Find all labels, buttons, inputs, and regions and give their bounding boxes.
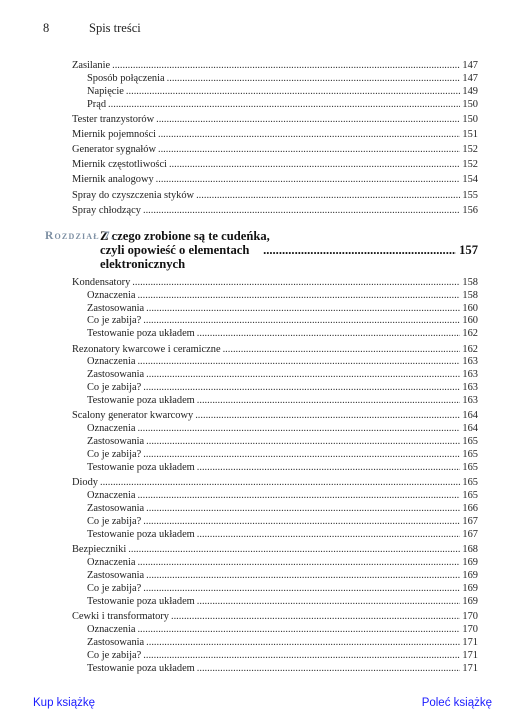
chapter-title-line2-row xyxy=(72,243,478,271)
running-title: Spis treści xyxy=(89,21,141,35)
toc-entry-label: Diody xyxy=(72,477,98,489)
toc-entry-label: Co je zabija? xyxy=(87,382,142,394)
toc-entry-page: 149 xyxy=(462,85,478,97)
chapter-leader-dots xyxy=(263,243,456,257)
toc-entry-page: 163 xyxy=(462,382,478,394)
toc-entry-page: 152 xyxy=(462,159,478,171)
leader-dots xyxy=(137,423,460,436)
toc-entry-label: Generator sygnałów xyxy=(72,144,156,156)
toc-entry-page: 165 xyxy=(462,436,478,448)
toc-entry[interactable] xyxy=(72,129,478,142)
toc-entry-page: 155 xyxy=(462,189,478,201)
leader-dots xyxy=(137,624,460,637)
toc-entry-page: 169 xyxy=(462,595,478,607)
toc-entry-page: 168 xyxy=(462,544,478,556)
chapter-label: Rozdział 7. xyxy=(45,229,115,242)
toc-entry-label: Bezpieczniki xyxy=(72,544,127,556)
toc-entry-page: 152 xyxy=(462,144,478,156)
leader-dots xyxy=(126,86,460,99)
toc-entry-page: 165 xyxy=(462,449,478,461)
leader-dots xyxy=(143,382,460,395)
toc-entry-page: 170 xyxy=(462,623,478,635)
toc-entry-label: Co je zabija? xyxy=(87,449,142,461)
toc-entry[interactable] xyxy=(72,611,478,624)
toc-entry-label: Co je zabija? xyxy=(87,582,142,594)
leader-dots xyxy=(146,303,460,316)
toc-entry-page: 163 xyxy=(462,369,478,381)
toc-entry-label: Oznaczenia xyxy=(87,289,136,301)
toc-entry[interactable] xyxy=(72,344,478,357)
toc-entry[interactable] xyxy=(72,477,478,490)
toc-subentry[interactable] xyxy=(72,663,478,676)
toc-subentry[interactable] xyxy=(72,369,478,382)
leader-dots xyxy=(146,503,460,516)
leader-dots xyxy=(137,290,460,303)
leader-dots xyxy=(137,490,460,503)
toc-subentry[interactable] xyxy=(72,462,478,475)
leader-dots xyxy=(143,205,460,218)
toc-subentry[interactable] xyxy=(72,516,478,529)
toc-subentry[interactable] xyxy=(72,557,478,570)
toc-entry-page: 160 xyxy=(462,315,478,327)
toc-entry-page: 162 xyxy=(462,343,478,355)
toc-subentry[interactable] xyxy=(72,503,478,516)
toc-entry-label: Testowanie poza układem xyxy=(87,595,195,607)
toc-entry-label: Oznaczenia xyxy=(87,423,136,435)
toc-entry-page: 151 xyxy=(462,129,478,141)
toc-entry-label: Cewki i transformatory xyxy=(72,611,169,622)
toc-entry-label: Spray chłodzący xyxy=(72,204,141,216)
toc-entry[interactable] xyxy=(72,174,478,187)
chapter-heading[interactable] xyxy=(45,228,478,271)
toc-entry-page: 147 xyxy=(462,72,478,84)
toc-entry-label: Rezonatory kwarcowe i ceramiczne xyxy=(72,343,221,355)
toc-entry-page: 154 xyxy=(462,174,478,186)
toc-subentry[interactable] xyxy=(72,436,478,449)
toc-entry-label: Oznaczenia xyxy=(87,356,136,368)
toc-subentry[interactable] xyxy=(72,529,478,542)
leader-dots xyxy=(132,277,460,290)
toc-entry-page: 167 xyxy=(462,516,478,528)
toc-entry-page: 171 xyxy=(462,662,478,674)
toc-entry-page: 160 xyxy=(462,302,478,314)
toc-entry-label: Kondensatory xyxy=(72,276,131,288)
table-of-contents xyxy=(45,60,478,676)
toc-entry[interactable] xyxy=(72,144,478,157)
leader-dots xyxy=(169,159,460,172)
toc-entry-label: Tester tranzystorów xyxy=(72,113,155,125)
page-footer xyxy=(33,697,492,709)
toc-entry-label: Scalony generator kwarcowy xyxy=(72,410,194,422)
toc-entry-page: 164 xyxy=(462,410,478,422)
toc-entry-label: Testowanie poza układem xyxy=(87,328,195,340)
toc-entry-label: Testowanie poza układem xyxy=(87,395,195,407)
toc-subentry[interactable] xyxy=(72,303,478,316)
toc-entry-page: 158 xyxy=(462,289,478,301)
toc-entry-page: 163 xyxy=(462,356,478,368)
toc-entry-label: Zastosowania xyxy=(87,636,145,648)
toc-entry-page: 166 xyxy=(462,503,478,515)
toc-entry-label: Zastosowania xyxy=(87,302,145,314)
toc-entry-label: Zastosowania xyxy=(87,369,145,381)
toc-entry-label: Zastosowania xyxy=(87,503,145,515)
toc-entry-label: Zasilanie xyxy=(72,60,111,71)
leader-dots xyxy=(146,570,460,583)
toc-entry-label: Sposób połączenia xyxy=(87,72,165,84)
toc-subentry[interactable] xyxy=(72,73,478,86)
toc-subentry[interactable] xyxy=(72,395,478,408)
toc-entry-page: 171 xyxy=(462,649,478,661)
toc-subentry[interactable] xyxy=(72,290,478,303)
toc-entry-label: Spray do czyszczenia styków xyxy=(72,189,195,201)
toc-subentry[interactable] xyxy=(72,356,478,369)
toc-subentry[interactable] xyxy=(72,423,478,436)
toc-subentry[interactable] xyxy=(72,583,478,596)
toc-entry-label: Prąd xyxy=(87,98,107,110)
toc-entry[interactable] xyxy=(72,60,478,73)
leader-dots xyxy=(100,477,460,490)
leader-dots xyxy=(146,436,460,449)
toc-entry-label: Testowanie poza układem xyxy=(87,462,195,474)
chapter-title-line1: Z czego zrobione są te cudeńka, xyxy=(100,228,270,243)
toc-entry-label: Oznaczenia xyxy=(87,557,136,569)
toc-subentry[interactable] xyxy=(72,650,478,663)
leader-dots xyxy=(156,174,461,187)
leader-dots xyxy=(143,516,460,529)
toc-entry[interactable] xyxy=(72,410,478,423)
leader-dots xyxy=(143,315,460,328)
toc-entry-label: Testowanie poza układem xyxy=(87,662,195,674)
toc-entry-page: 164 xyxy=(462,423,478,435)
toc-entry-page: 165 xyxy=(462,490,478,502)
leader-dots xyxy=(196,190,460,203)
toc-entry[interactable] xyxy=(72,190,478,203)
toc-entry-label: Testowanie poza układem xyxy=(87,529,195,540)
leader-dots xyxy=(143,650,460,663)
toc-subentry[interactable] xyxy=(72,570,478,583)
leader-dots xyxy=(158,129,460,142)
leader-dots xyxy=(167,73,461,86)
leader-dots xyxy=(112,60,460,73)
chapter-title-line2: czyli opowieść o elementach elektronicznych xyxy=(100,242,250,271)
recommend-book-link[interactable]: Poleć książkę xyxy=(421,697,492,709)
toc-subentry[interactable] xyxy=(72,637,478,650)
toc-entry-page: 170 xyxy=(462,611,478,622)
leader-dots xyxy=(197,596,461,609)
toc-entry-label: Co je zabija? xyxy=(87,315,142,327)
toc-entry-page: 163 xyxy=(462,395,478,407)
leader-dots xyxy=(156,114,460,127)
toc-entry[interactable] xyxy=(72,114,478,127)
leader-dots xyxy=(137,557,460,570)
leader-dots xyxy=(197,529,461,542)
toc-entry-page: 147 xyxy=(462,60,478,71)
toc-entry-page: 150 xyxy=(462,113,478,125)
toc-entry-page: 150 xyxy=(462,98,478,110)
toc-subentry[interactable] xyxy=(72,449,478,462)
toc-entry[interactable] xyxy=(72,205,478,218)
leader-dots xyxy=(197,395,461,408)
leader-dots xyxy=(197,663,461,676)
toc-entry-label: Miernik pojemności xyxy=(72,129,156,141)
toc-entry-label: Zastosowania xyxy=(87,436,145,448)
leader-dots xyxy=(197,462,461,475)
toc-entry-label: Co je zabija? xyxy=(87,649,142,661)
toc-entry[interactable] xyxy=(72,277,478,290)
toc-subentry[interactable] xyxy=(72,490,478,503)
toc-entry-label: Zastosowania xyxy=(87,570,145,581)
toc-subentry[interactable] xyxy=(72,624,478,637)
toc-subentry[interactable] xyxy=(72,596,478,609)
toc-subentry[interactable] xyxy=(72,328,478,341)
toc-subentry[interactable] xyxy=(72,315,478,328)
toc-entry-label: Co je zabija? xyxy=(87,516,142,528)
toc-entry[interactable] xyxy=(72,159,478,172)
toc-entry-page: 156 xyxy=(462,204,478,216)
leader-dots xyxy=(143,583,460,596)
page-number: 8 xyxy=(43,21,50,35)
leader-dots xyxy=(197,328,461,341)
leader-dots xyxy=(223,344,461,357)
toc-entry-page: 158 xyxy=(462,276,478,288)
toc-entry-page: 169 xyxy=(462,557,478,569)
toc-entry-label: Napięcie xyxy=(87,85,124,97)
leader-dots xyxy=(171,611,460,624)
toc-section-before xyxy=(72,60,478,218)
leader-dots xyxy=(158,144,460,157)
toc-entry-page: 169 xyxy=(462,570,478,581)
toc-entry-page: 167 xyxy=(462,529,478,540)
toc-entry-page: 162 xyxy=(462,328,478,340)
toc-entry-page: 165 xyxy=(462,462,478,474)
toc-subentry[interactable] xyxy=(72,99,478,112)
toc-entry-page: 165 xyxy=(462,477,478,489)
toc-entry-label: Oznaczenia xyxy=(87,490,136,502)
leader-dots xyxy=(195,410,460,423)
leader-dots xyxy=(108,99,460,112)
buy-book-link[interactable]: Kup książkę xyxy=(33,697,96,709)
toc-entry[interactable] xyxy=(72,544,478,557)
leader-dots xyxy=(146,369,460,382)
toc-entry-label: Oznaczenia xyxy=(87,623,136,635)
chapter-page-number: 157 xyxy=(459,242,478,257)
leader-dots xyxy=(146,637,460,650)
toc-section-after xyxy=(72,277,478,676)
leader-dots xyxy=(137,356,460,369)
toc-subentry[interactable] xyxy=(72,382,478,395)
toc-entry-label: Miernik analogowy xyxy=(72,174,154,186)
toc-entry-label: Miernik częstotliwości xyxy=(72,159,167,171)
toc-subentry[interactable] xyxy=(72,86,478,99)
leader-dots xyxy=(128,544,460,557)
page-header xyxy=(43,21,484,36)
leader-dots xyxy=(143,449,460,462)
toc-entry-page: 169 xyxy=(462,582,478,594)
toc-entry-page: 171 xyxy=(462,636,478,648)
